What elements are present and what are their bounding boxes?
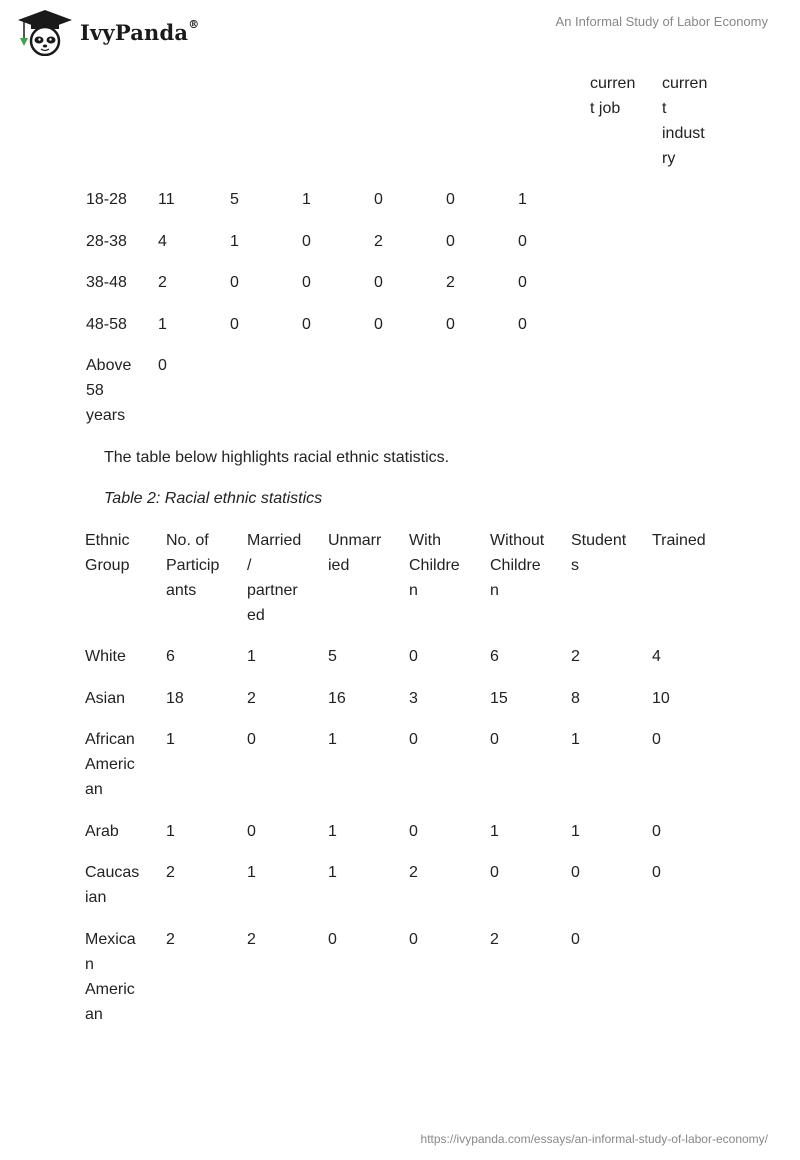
table-cell: 1: [230, 233, 239, 250]
col-header: Ethnic Group: [85, 532, 130, 574]
table-cell: 2: [247, 690, 256, 707]
table-cell: 0: [374, 191, 383, 208]
table-cell: 0: [446, 233, 455, 250]
table-cell: 0: [652, 731, 661, 748]
table-cell: 0: [230, 274, 239, 291]
table-cell: 0: [490, 731, 499, 748]
table-cell: 2: [166, 931, 175, 948]
table-cell: 0: [158, 357, 167, 374]
col-header: Trained: [652, 532, 706, 549]
col-header-current-job: curren t job: [590, 75, 636, 117]
table-cell: 1: [166, 731, 175, 748]
table-cell: 0: [302, 316, 311, 333]
table-cell: 0: [374, 274, 383, 291]
table-cell: 11: [158, 191, 175, 208]
table-cell: 15: [490, 690, 508, 707]
panda-graduate-icon: [14, 8, 76, 56]
table-cell: 1: [518, 191, 527, 208]
table-cell: 1: [328, 864, 337, 881]
table-cell: 4: [652, 648, 661, 665]
table-cell: 0: [490, 864, 499, 881]
col-header: With Childre n: [409, 532, 460, 599]
table-cell: 1: [166, 823, 175, 840]
table-cell: 1: [571, 823, 580, 840]
table-cell: 0: [247, 823, 256, 840]
table-cell: 1: [247, 864, 256, 881]
table-cell: 4: [158, 233, 167, 250]
table-cell: 1: [571, 731, 580, 748]
table-cell: 0: [652, 864, 661, 881]
table-cell: 1: [247, 648, 256, 665]
table-cell: 2: [158, 274, 167, 291]
table-cell: 0: [571, 864, 580, 881]
col-header: Without Childre n: [490, 532, 545, 599]
table-cell: 0: [409, 731, 418, 748]
row-label: Arab: [85, 823, 119, 840]
table-cell: 10: [652, 690, 670, 707]
table-cell: 0: [374, 316, 383, 333]
table-cell: 1: [328, 823, 337, 840]
table-cell: 0: [446, 191, 455, 208]
table-cell: 2: [374, 233, 383, 250]
table-cell: 2: [166, 864, 175, 881]
table-cell: 0: [247, 731, 256, 748]
table-cell: 0: [409, 648, 418, 665]
table-cell: 2: [247, 931, 256, 948]
table-cell: 0: [518, 274, 527, 291]
ivypanda-logo[interactable]: [14, 8, 199, 56]
table-cell: 3: [409, 690, 418, 707]
table-cell: 16: [328, 690, 346, 707]
table-cell: 5: [328, 648, 337, 665]
table-cell: 0: [302, 274, 311, 291]
intro-paragraph: The table below highlights racial ethnic statistics.: [104, 449, 450, 466]
col-header-current-industry: curren t indust ry: [662, 75, 708, 167]
table-cell: 6: [166, 648, 175, 665]
table-cell: 2: [490, 931, 499, 948]
table-cell: 1: [490, 823, 499, 840]
table-cell: 6: [490, 648, 499, 665]
table-cell: 0: [230, 316, 239, 333]
row-label: Caucas ian: [85, 864, 140, 906]
col-header: Married / partner ed: [247, 532, 302, 624]
row-label: Mexica n Americ an: [85, 931, 136, 1023]
table-cell: 1: [302, 191, 311, 208]
row-label: 48-58: [86, 316, 127, 333]
col-header: Unmarr ied: [328, 532, 382, 574]
row-label: Asian: [85, 690, 126, 707]
document-title: An Informal Study of Labor Economy: [555, 14, 768, 29]
table-cell: 0: [652, 823, 661, 840]
table-caption: Table 2: Racial ethnic statistics: [104, 490, 323, 507]
row-label: African Americ an: [85, 731, 135, 798]
table-cell: 1: [158, 316, 167, 333]
row-label: 28-38: [86, 233, 127, 250]
table-cell: 2: [409, 864, 418, 881]
table-cell: 1: [328, 731, 337, 748]
row-label: 38-48: [86, 274, 127, 291]
table-cell: 0: [446, 316, 455, 333]
row-label: Above 58 years: [86, 357, 132, 424]
row-label: 18-28: [86, 191, 127, 208]
col-header: Student s: [571, 532, 627, 574]
table-cell: 0: [518, 233, 527, 250]
brand-name: IvyPanda®: [80, 17, 200, 45]
table-cell: 2: [571, 648, 580, 665]
table-cell: 0: [518, 316, 527, 333]
table-cell: 0: [328, 931, 337, 948]
page-header: [0, 0, 800, 60]
table-cell: 0: [409, 823, 418, 840]
row-label: White: [85, 648, 126, 665]
table-cell: 8: [571, 690, 580, 707]
source-url-link[interactable]: https://ivypanda.com/essays/an-informal-study-of-labor-economy/: [420, 1132, 768, 1146]
table-cell: 0: [571, 931, 580, 948]
table-cell: 5: [230, 191, 239, 208]
table-cell: 0: [302, 233, 311, 250]
table-cell: 0: [409, 931, 418, 948]
table-cell: 2: [446, 274, 455, 291]
col-header: No. of Particip ants: [166, 532, 220, 599]
table-cell: 18: [166, 690, 184, 707]
